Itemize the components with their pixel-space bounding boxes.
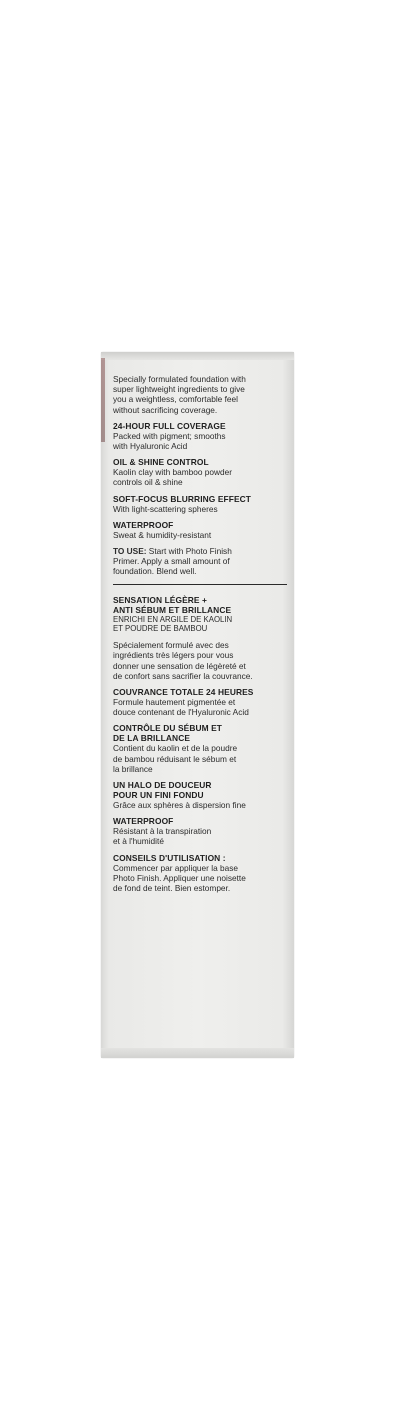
french-section-coverage (113, 687, 285, 717)
section-heading: CONSEILS D'UTILISATION : (113, 852, 226, 863)
section-heading: SOFT-FOCUS BLURRING EFFECT (113, 493, 251, 504)
french-subtitle: ENRICHI EN ARGILE DE KAOLIN ET POUDRE DE BAMBOU (113, 614, 233, 634)
section-body: Sweat & humidity-resistant (113, 529, 212, 540)
section-body: Packed with pigment; smooths with Hyaluronic Acid (113, 430, 226, 452)
language-divider (113, 584, 287, 585)
french-title-block (113, 595, 285, 635)
french-section-halo (113, 780, 285, 810)
box-top-edge (101, 352, 294, 360)
section-body: Formule hautement pigmentée et douce contenant de l'Hyaluronic Acid (113, 697, 249, 718)
section-heading: 24-HOUR FULL COVERAGE (113, 420, 226, 431)
french-section-waterproof (113, 816, 285, 846)
section-body: Contient du kaolin et de la poudre de bambou réduisant le sébum et la brillance (113, 743, 238, 774)
english-to-use (113, 546, 285, 577)
section-body: Grâce aux sphères à dispersion fine (113, 800, 246, 811)
to-use-text: Start with Photo Finish Primer. Apply a small amount of foundation. Blend well. (113, 546, 232, 577)
to-use-label: TO USE: (113, 546, 147, 557)
section-body: With light-scattering spheres (113, 503, 218, 514)
section-heading: OIL & SHINE CONTROL (113, 457, 209, 468)
english-section-soft-focus (113, 494, 285, 514)
section-heading: CONTRÔLE DU SÉBUM ET DE LA BRILLANCE (113, 723, 223, 744)
section-body: Résistant à la transpiration et à l'humidité (113, 826, 212, 847)
section-body: Kaolin clay with bamboo powder controls oil & shine (113, 467, 232, 488)
french-section-sebum (113, 723, 285, 774)
french-title: SENSATION LÉGÈRE + ANTI SÉBUM ET BRILLANCE (113, 594, 232, 615)
english-intro: Specially formulated foundation with super lightweight ingredients to give you a weightless, comfortable feel without sacrificing coverage. (113, 374, 246, 415)
section-heading: UN HALO DE DOUCEUR POUR UN FINI FONDU (113, 780, 212, 801)
french-intro: Spécialement formulé avec des ingrédients très légers pour vous donner une sensation de légèreté et de confort sans sacrifier la couvrance. (113, 640, 253, 681)
section-body: Commencer par appliquer la base Photo Finish. Appliquer une noisette de fond de teint. Bien estomper. (113, 862, 246, 894)
french-section-usage (113, 853, 285, 894)
box-bottom-edge (101, 1048, 294, 1058)
section-heading: COUVRANCE TOTALE 24 HEURES (113, 687, 254, 698)
english-section-oil-control (113, 457, 285, 487)
english-section-coverage (113, 421, 285, 451)
english-section-waterproof (113, 520, 285, 540)
panel-text-content (113, 374, 285, 899)
box-side-edge (101, 358, 105, 442)
section-heading: WATERPROOF (113, 519, 174, 530)
section-heading: WATERPROOF (113, 816, 174, 827)
